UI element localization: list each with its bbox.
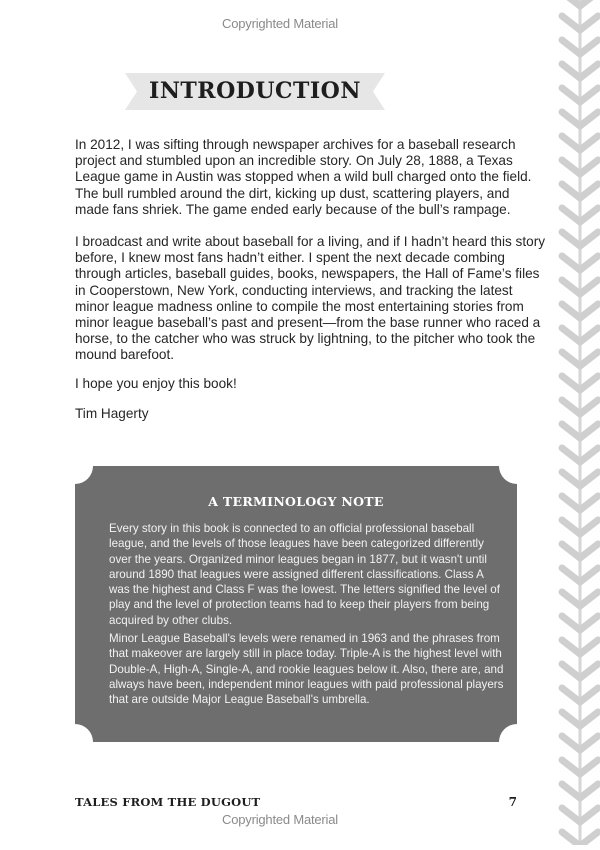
paragraph-text: Minor League Baseball's levels were renamed in 1963 and the phrases from that makeover are largely still in place today. Triple-A is the highest level with Double-A, High-A, Single-A, and rookie leagues below it. Also, there are, and always have been, independent minor leagues with paid professional players that are outside Major League Baseball's umbrella. [109,632,504,707]
author-name: Tim Hagerty [75,406,149,421]
terminology-note-box [75,466,517,742]
intro-paragraph-1 [75,137,545,218]
intro-paragraph-2 [75,234,545,364]
intro-closing-line [75,376,545,392]
paragraph-text: I hope you enjoy this book! [75,376,237,391]
page-number: 7 [508,795,517,809]
copyright-watermark-top: Copyrighted Material [222,16,338,31]
chapter-title: INTRODUCTION [149,78,361,104]
copyright-watermark-bottom: Copyrighted Material [222,812,338,827]
note-title: A TERMINOLOGY NOTE [208,494,384,509]
baseball-stitches-icon [540,0,600,845]
paragraph-text: In 2012, I was sifting through newspaper archives for a baseball research project and stumbled upon an incredible story. On July 28, 1888, a Texas League game in Austin was stopped when a wild bull charged onto the field. The bull rumbled around the dirt, kicking up dust, scattering players, and made fans shriek. The game ended early because of the bull’s rampage. [75,137,532,217]
running-footer-title: TALES FROM THE DUGOUT [75,795,261,809]
note-paragraph-1 [109,521,504,628]
chapter-banner [125,73,385,110]
paragraph-text: I broadcast and write about baseball for a living, and if I hadn’t heard this story before, I knew most fans hadn’t either. I spent the next decade combing through articles, baseball guides, books, newspapers, the Hall of Fame’s files in Cooperstown, New York, conducting interviews, and tracking the latest minor league madness online to compile the most entertaining stories from minor league baseball’s past and present—from the base runner who raced a horse, to the catcher who was struck by lightning, to the pitcher who took the mound barefoot. [75,234,546,363]
note-paragraph-2 [109,631,504,707]
author-signature [75,406,545,422]
paragraph-text: Every story in this book is connected to an official professional baseball league, and the levels of those leagues have been categorized differently over the years. Organized minor leagues began in 1877, but it wasn't until around 1890 that leagues were assigned different classifications. Class A was the highest and Class F was the lowest. The letters signified the level of play and the level of protection teams had to keep their players from being acquired by other clubs. [109,522,500,627]
